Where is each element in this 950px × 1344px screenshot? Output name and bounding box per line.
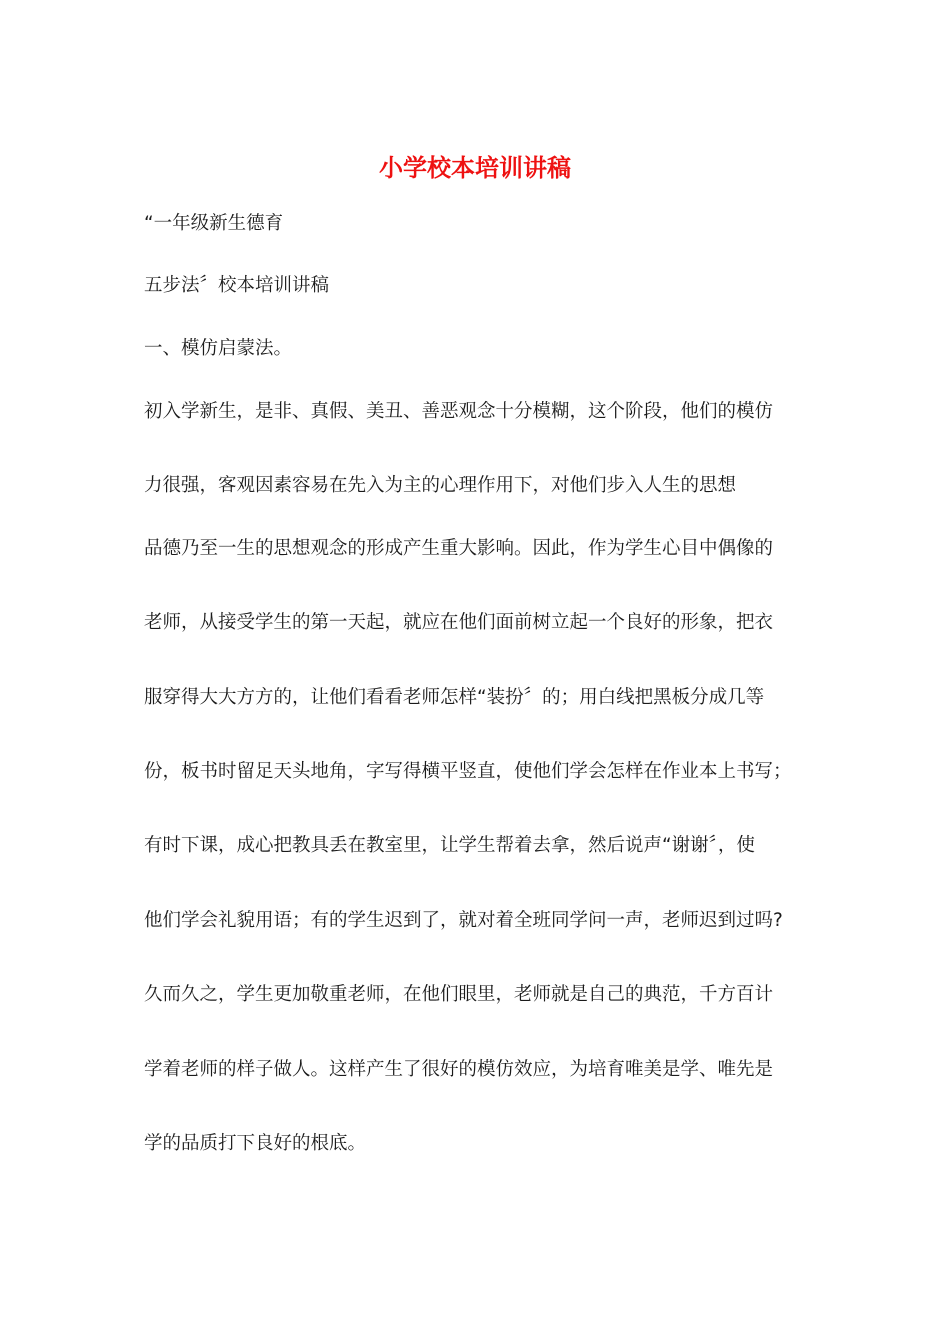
body-line: 老师，从接受学生的第一天起，就应在他们面前树立起一个良好的形象，把衣 [144,612,774,633]
document-title: 小学校本培训讲稿 [379,153,571,182]
body-line: 力很强，客观因素容易在先入为主的心理作用下，对他们步入人生的思想 [144,475,737,496]
body-line: 久而久之，学生更加敬重老师，在他们眼里，老师就是自己的典范，千方百计 [144,984,774,1005]
body-line: 学着老师的样子做人。这样产生了很好的模仿效应，为培育唯美是学、唯先是 [144,1059,774,1080]
body-line: 学的品质打下良好的根底。 [144,1133,367,1154]
body-line: 服穿得大大方方的，让他们看看老师怎样“装扮〞的；用白线把黑板分成几等 [144,687,765,708]
subtitle-line-1: “一年级新生德育 [144,213,284,234]
body-line: 份，板书时留足天头地角，字写得横平竖直，使他们学会怎样在作业本上书写； [144,761,792,782]
body-line: 品德乃至一生的思想观念的形成产生重大影响。因此，作为学生心目中偶像的 [144,538,774,559]
body-line: 初入学新生，是非、真假、美丑、善恶观念十分模糊，这个阶段，他们的模仿 [144,401,774,422]
body-line: 有时下课，成心把教具丢在教室里，让学生帮着去拿，然后说声“谢谢〞，使 [144,835,755,856]
subtitle-line-2: 五步法〞校本培训讲稿 [144,275,330,296]
section-heading: 一、模仿启蒙法。 [144,338,293,359]
body-line: 他们学会礼貌用语；有的学生迟到了，就对着全班同学问一声，老师迟到过吗? [144,910,783,931]
